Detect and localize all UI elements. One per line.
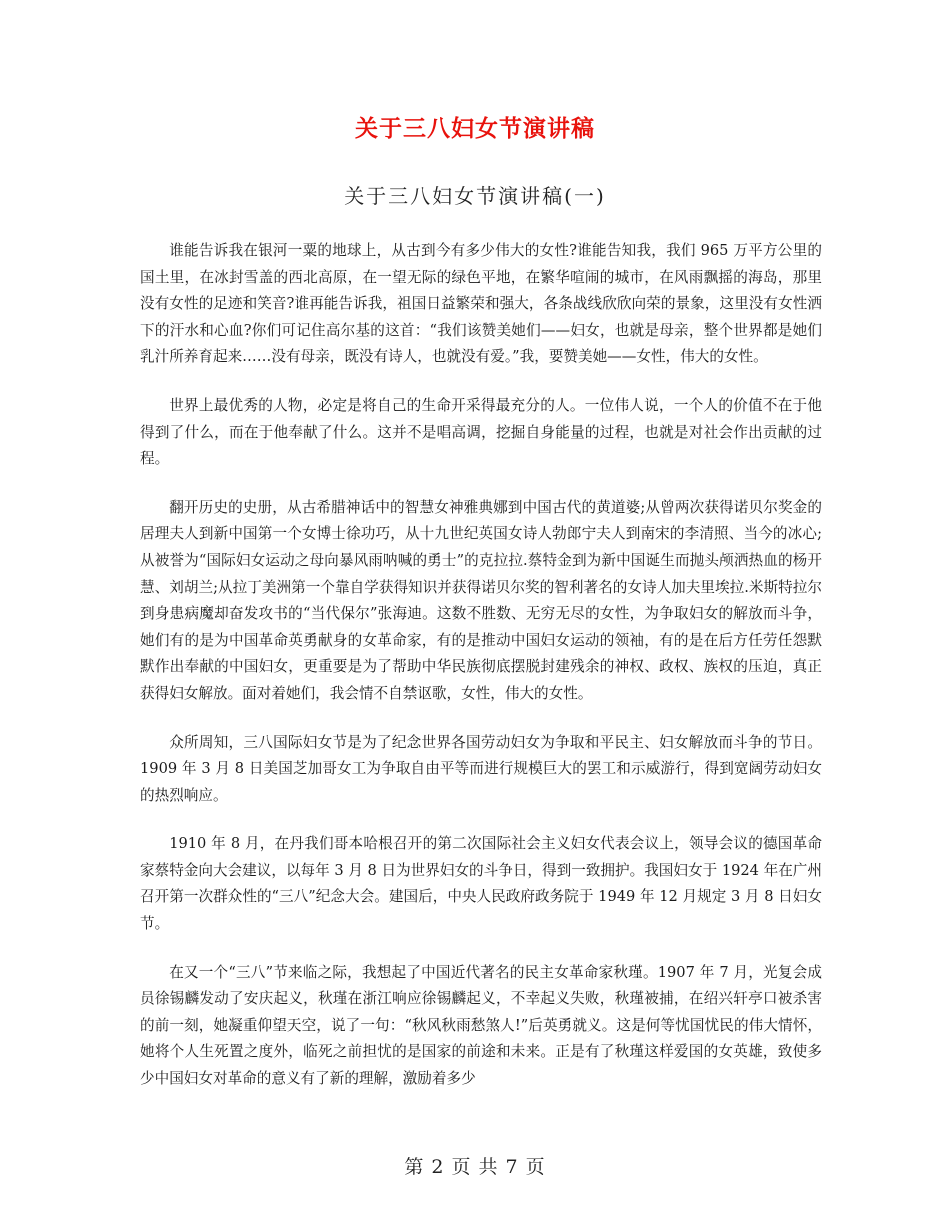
page-number-footer: 第 2 页 共 7 页	[404, 1156, 546, 1178]
section-subtitle: 关于三八妇女节演讲稿(一)	[344, 184, 606, 208]
paragraph: 众所周知，三八国际妇女节是为了纪念世界各国劳动妇女为争取和平民主、妇女解放而斗争的节日。1909 年 3 月 8 日美国芝加哥女工为争取自由平等而进行规模巨大的罢工和示威游行，得到宽阔劳动妇女的热烈响应。	[140, 733, 822, 804]
document-body	[140, 238, 822, 1115]
paragraph: 翻开历史的史册，从古希腊神话中的智慧女神雅典娜到中国古代的黄道婆;从曾两次获得诺贝尔奖金的居理夫人到新中国第一个女博士徐功巧，从十九世纪英国女诗人勃郎宁夫人到南宋的李清照、当今的冰心;从被誉为“国际妇女运动之母向暴风雨呐喊的勇士”的克拉拉.蔡特金到为新中国诞生而抛头颅洒热血的杨开慧、刘胡兰;从拉丁美洲第一个靠自学获得知识并获得诺贝尔奖的智利著名的女诗人加夫里埃拉.米斯特拉尔到身患病魔却奋发攻书的“当代保尔”张海迪。这数不胜数、无穷无尽的女性，为争取妇女的解放而斗争，她们有的是为中国革命英勇献身的女革命家，有的是推动中国妇女运动的领袖，有的是在后方任劳任怨默默作出奉献的中国妇女，更重要是为了帮助中华民族彻底摆脱封建残余的神权、政权、族权的压迫，真正获得妇女解放。面对着她们，我会情不自禁讴歌，女性，伟大的女性。	[140, 498, 822, 702]
paragraph: 在又一个“三八”节来临之际，我想起了中国近代著名的民主女革命家秋瑾。1907 年 7 月，光复会成员徐锡麟发动了安庆起义，秋瑾在浙江响应徐锡麟起义，不幸起义失败，秋瑾被捕，在绍兴轩亭口被杀害的前一刻，她凝重仰望天空，说了一句：“秋风秋雨愁煞人!”后英勇就义。这是何等忧国忧民的伟大情怀，她将个人生死置之度外，临死之前担忧的是国家的前途和未来。正是有了秋瑾这样爱国的女英雄，致使多少中国妇女对革命的意义有了新的理解，激励着多少	[140, 963, 822, 1088]
document-title: 关于三八妇女节演讲稿	[355, 116, 595, 142]
paragraph: 世界上最优秀的人物，必定是将自己的生命开采得最充分的人。一位伟人说，一个人的价值不在于他得到了什么，而在于他奉献了什么。这并不是唱高调，挖掘自身能量的过程，也就是对社会作出贡献的过程。	[140, 396, 822, 468]
paragraph: 谁能告诉我在银河一粟的地球上，从古到今有多少伟大的女性?谁能告知我，我们 965 万平方公里的国土里，在冰封雪盖的西北高原，在一望无际的绿色平地，在繁华喧闹的城市，在风雨飘摇的海岛，那里没有女性的足迹和笑音?谁再能告诉我，祖国日益繁荣和强大，各条战线欣欣向荣的景象，这里没有女性洒下的汗水和心血?你们可记住高尔基的这首：“我们该赞美她们——妇女，也就是母亲，整个世界都是她们乳汁所养育起来……没有母亲，既没有诗人，也就没有爱。”我，要赞美她——女性，伟大的女性。	[140, 242, 822, 366]
paragraph: 1910 年 8 月，在丹我们哥本哈根召开的第二次国际社会主义妇女代表会议上，领导会议的德国革命家蔡特金向大会建议，以每年 3 月 8 日为世界妇女的斗争日，得到一致拥护。我国妇女于 1924 年在广州召开第一次群众性的“三八”纪念大会。建国后，中央人民政府政务院于 1949 年 12 月规定 3 月 8 日妇女节。	[140, 835, 822, 933]
